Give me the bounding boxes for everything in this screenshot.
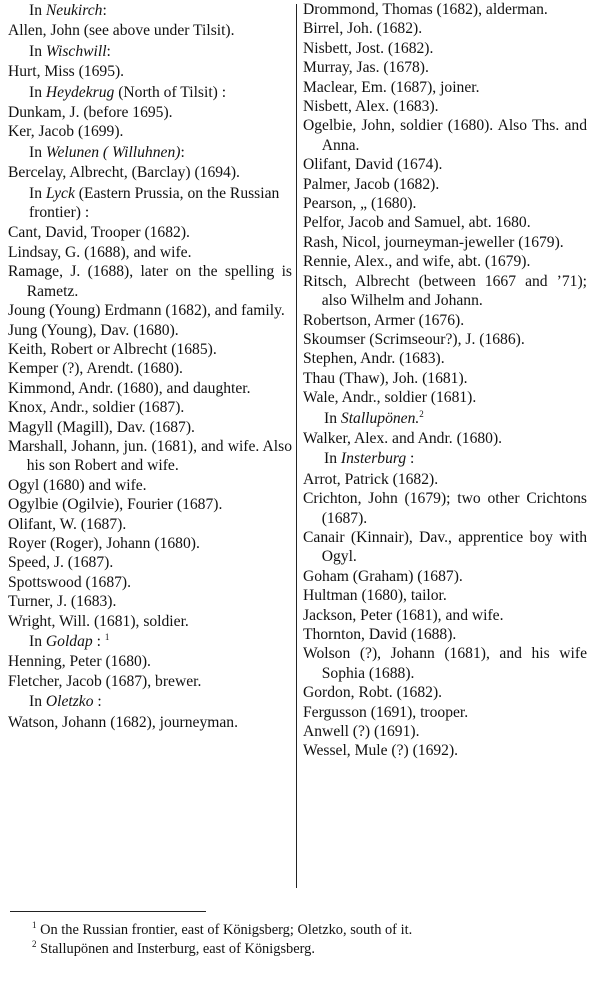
place-name: Insterburg — [340, 450, 407, 468]
register-entry: Knox, Andr., soldier (1687). — [8, 399, 185, 417]
place-heading — [8, 83, 292, 102]
register-entry: Cant, David, Trooper (1682). — [8, 224, 190, 242]
heading-prefix: In — [29, 633, 46, 650]
register-entry: Spottswood (1687). — [8, 573, 132, 591]
heading-suffix: : — [180, 143, 185, 161]
register-entry: Rash, Nicol, journeyman-jeweller (1679). — [303, 233, 564, 251]
register-entry: Ogyl (1680) and wife. — [8, 476, 147, 494]
register-entry: Wright, Will. (1681), soldier. — [8, 612, 189, 630]
register-entry: Fergusson (1691), trooper. — [303, 703, 469, 721]
register-entry: Skoumser (Scrimseour?), J. (1686). — [303, 330, 525, 348]
register-entry: Jackson, Peter (1681), and wife. — [303, 606, 504, 624]
register-entry: Pearson, „ (1680). — [303, 195, 417, 213]
register-entry: Nisbett, Jost. (1682). — [303, 39, 434, 57]
left-column — [8, 0, 292, 732]
place-heading — [303, 409, 587, 428]
place-name: Goldap — [45, 633, 93, 650]
register-entry: Fletcher, Jacob (1687), brewer. — [8, 672, 202, 690]
register-entry: Ogelbie, John, soldier (1680). Also Ths. and Anna. — [303, 117, 587, 154]
place-heading — [303, 449, 587, 468]
register-entry: Magyll (Magill), Dav. (1687). — [8, 418, 195, 436]
register-entry: Bercelay, Albrecht, (Barclay) (1694). — [8, 164, 240, 182]
register-entry: Rennie, Alex., and wife, abt. (1679). — [303, 253, 531, 271]
register-entry: Hurt, Miss (1695). — [8, 63, 125, 81]
register-entry: Royer (Roger), Johann (1680). — [8, 534, 200, 552]
register-entry: Maclear, Em. (1687), joiner. — [303, 78, 480, 96]
heading-suffix: : — [106, 42, 111, 60]
heading-prefix: In — [29, 2, 46, 19]
heading-suffix: : — [102, 2, 107, 19]
right-column — [303, 0, 587, 761]
footnote-mark: 1 — [32, 920, 37, 931]
register-entry: Walker, Alex. and Andr. (1680). — [303, 429, 503, 447]
heading-prefix: In — [29, 693, 46, 711]
place-heading — [8, 692, 292, 711]
heading-suffix: : — [93, 693, 102, 711]
register-entry: Robertson, Armer (1676). — [303, 311, 465, 329]
footnote-2 — [10, 940, 586, 959]
place-name: Oletzko — [45, 693, 94, 711]
register-entry: Thornton, David (1688). — [303, 626, 457, 643]
register-entry: Arrot, Patrick (1682). — [303, 470, 439, 488]
register-entry: Ramage, J. (1688), later on the spelling is Rametz. — [8, 263, 292, 300]
register-entry: Watson, Johann (1682), journeyman. — [8, 713, 239, 731]
place-heading — [8, 632, 292, 651]
place-name: Wischwill — [45, 42, 107, 60]
register-entry: Allen, John (see above under Tilsit). — [8, 22, 235, 40]
register-entry: Ker, Jacob (1699). — [8, 123, 124, 141]
register-entry: Olifant, W. (1687). — [8, 515, 127, 533]
register-entry: Stephen, Andr. (1683). — [303, 350, 445, 368]
place-name: Lyck — [45, 184, 75, 202]
place-name: Welunen ( Willuhnen) — [45, 143, 181, 161]
heading-suffix: (Eastern Prussia, on the Russian frontier) : — [29, 184, 280, 222]
footnote-mark: 2 — [32, 939, 37, 950]
register-entry: Henning, Peter (1680). — [8, 653, 151, 671]
register-entry: Crichton, John (1679); two other Crichtons (1687). — [303, 490, 587, 527]
register-entry: Speed, J. (1687). — [8, 554, 114, 572]
register-entry: Wessel, Mule (?) (1692). — [303, 742, 459, 760]
register-entry: Kemper (?), Arendt. (1680). — [8, 360, 183, 378]
register-entry: Hultman (1680), tailor. — [303, 587, 447, 605]
place-name: Neukirch — [45, 2, 103, 19]
footnote-rule — [10, 911, 206, 912]
register-entry: Wale, Andr., soldier (1681). — [303, 389, 477, 407]
footnote-1 — [10, 921, 586, 940]
place-name: Stallupönen. — [340, 409, 420, 427]
footnote-text: Stallupönen and Insterburg, east of Königsberg. — [40, 941, 315, 957]
footnotes — [10, 921, 586, 959]
register-entry: Anwell (?) (1691). — [303, 723, 420, 741]
place-heading — [8, 143, 292, 162]
register-entry: Keith, Robert or Albrecht (1685). — [8, 340, 217, 358]
register-entry: Palmer, Jacob (1682). — [303, 175, 440, 193]
register-entry: Ritsch, Albrecht (between 1667 and ’71); also Wilhelm and Johann. — [303, 272, 587, 310]
register-entry: Kimmond, Andr. (1680), and daughter. — [8, 379, 251, 397]
register-entry: Ogylbie (Ogilvie), Fourier (1687). — [8, 496, 223, 514]
heading-prefix: In — [29, 143, 46, 161]
register-entry: Goham (Graham) (1687). — [303, 567, 463, 585]
place-heading — [8, 42, 292, 61]
register-entry: Dunkam, J. (before 1695). — [8, 104, 173, 122]
heading-suffix: (North of Tilsit) : — [114, 83, 227, 101]
register-entry: Murray, Jas. (1678). — [303, 59, 429, 77]
register-entry: Gordon, Robt. (1682). — [303, 684, 443, 702]
register-entry: Nisbett, Alex. (1683). — [303, 98, 439, 116]
register-entry: Lindsay, G. (1688), and wife. — [8, 243, 192, 261]
register-entry: Thau (Thaw), Joh. (1681). — [303, 369, 468, 387]
footnote-reference: 1 — [104, 631, 110, 642]
register-entry: Turner, J. (1683). — [8, 593, 117, 611]
register-entry: Pelfor, Jacob and Samuel, abt. 1680. — [303, 214, 531, 232]
column-divider — [296, 4, 297, 888]
register-entry: Olifant, David (1674). — [303, 156, 443, 174]
register-entry: Jung (Young), Dav. (1680). — [8, 321, 179, 339]
heading-prefix: In — [29, 184, 46, 202]
register-entry: Wolson (?), Johann (1681), and his wife Sophia (1688). — [303, 645, 587, 682]
heading-suffix: : — [406, 450, 415, 468]
place-name: Heydekrug — [45, 83, 115, 101]
footnote-text: On the Russian frontier, east of Königsberg; Oletzko, south of it. — [40, 922, 413, 938]
register-entry: Drommond, Thomas (1682), alderman. — [303, 1, 548, 18]
heading-prefix: In — [29, 42, 46, 60]
heading-suffix: : — [92, 633, 105, 650]
footnote-reference: 2 — [419, 408, 424, 419]
register-entry: Marshall, Johann, jun. (1681), and wife. Also his son Robert and wife. — [8, 437, 292, 475]
register-entry: Canair (Kinnair), Dav., apprentice boy with Ogyl. — [303, 528, 587, 566]
heading-prefix: In — [324, 409, 341, 427]
heading-prefix: In — [29, 83, 46, 101]
register-entry: Joung (Young) Erdmann (1682), and family. — [8, 302, 285, 320]
register-entry: Birrel, Joh. (1682). — [303, 20, 423, 38]
place-heading — [8, 1, 292, 20]
heading-prefix: In — [324, 450, 341, 468]
place-heading — [8, 184, 292, 223]
